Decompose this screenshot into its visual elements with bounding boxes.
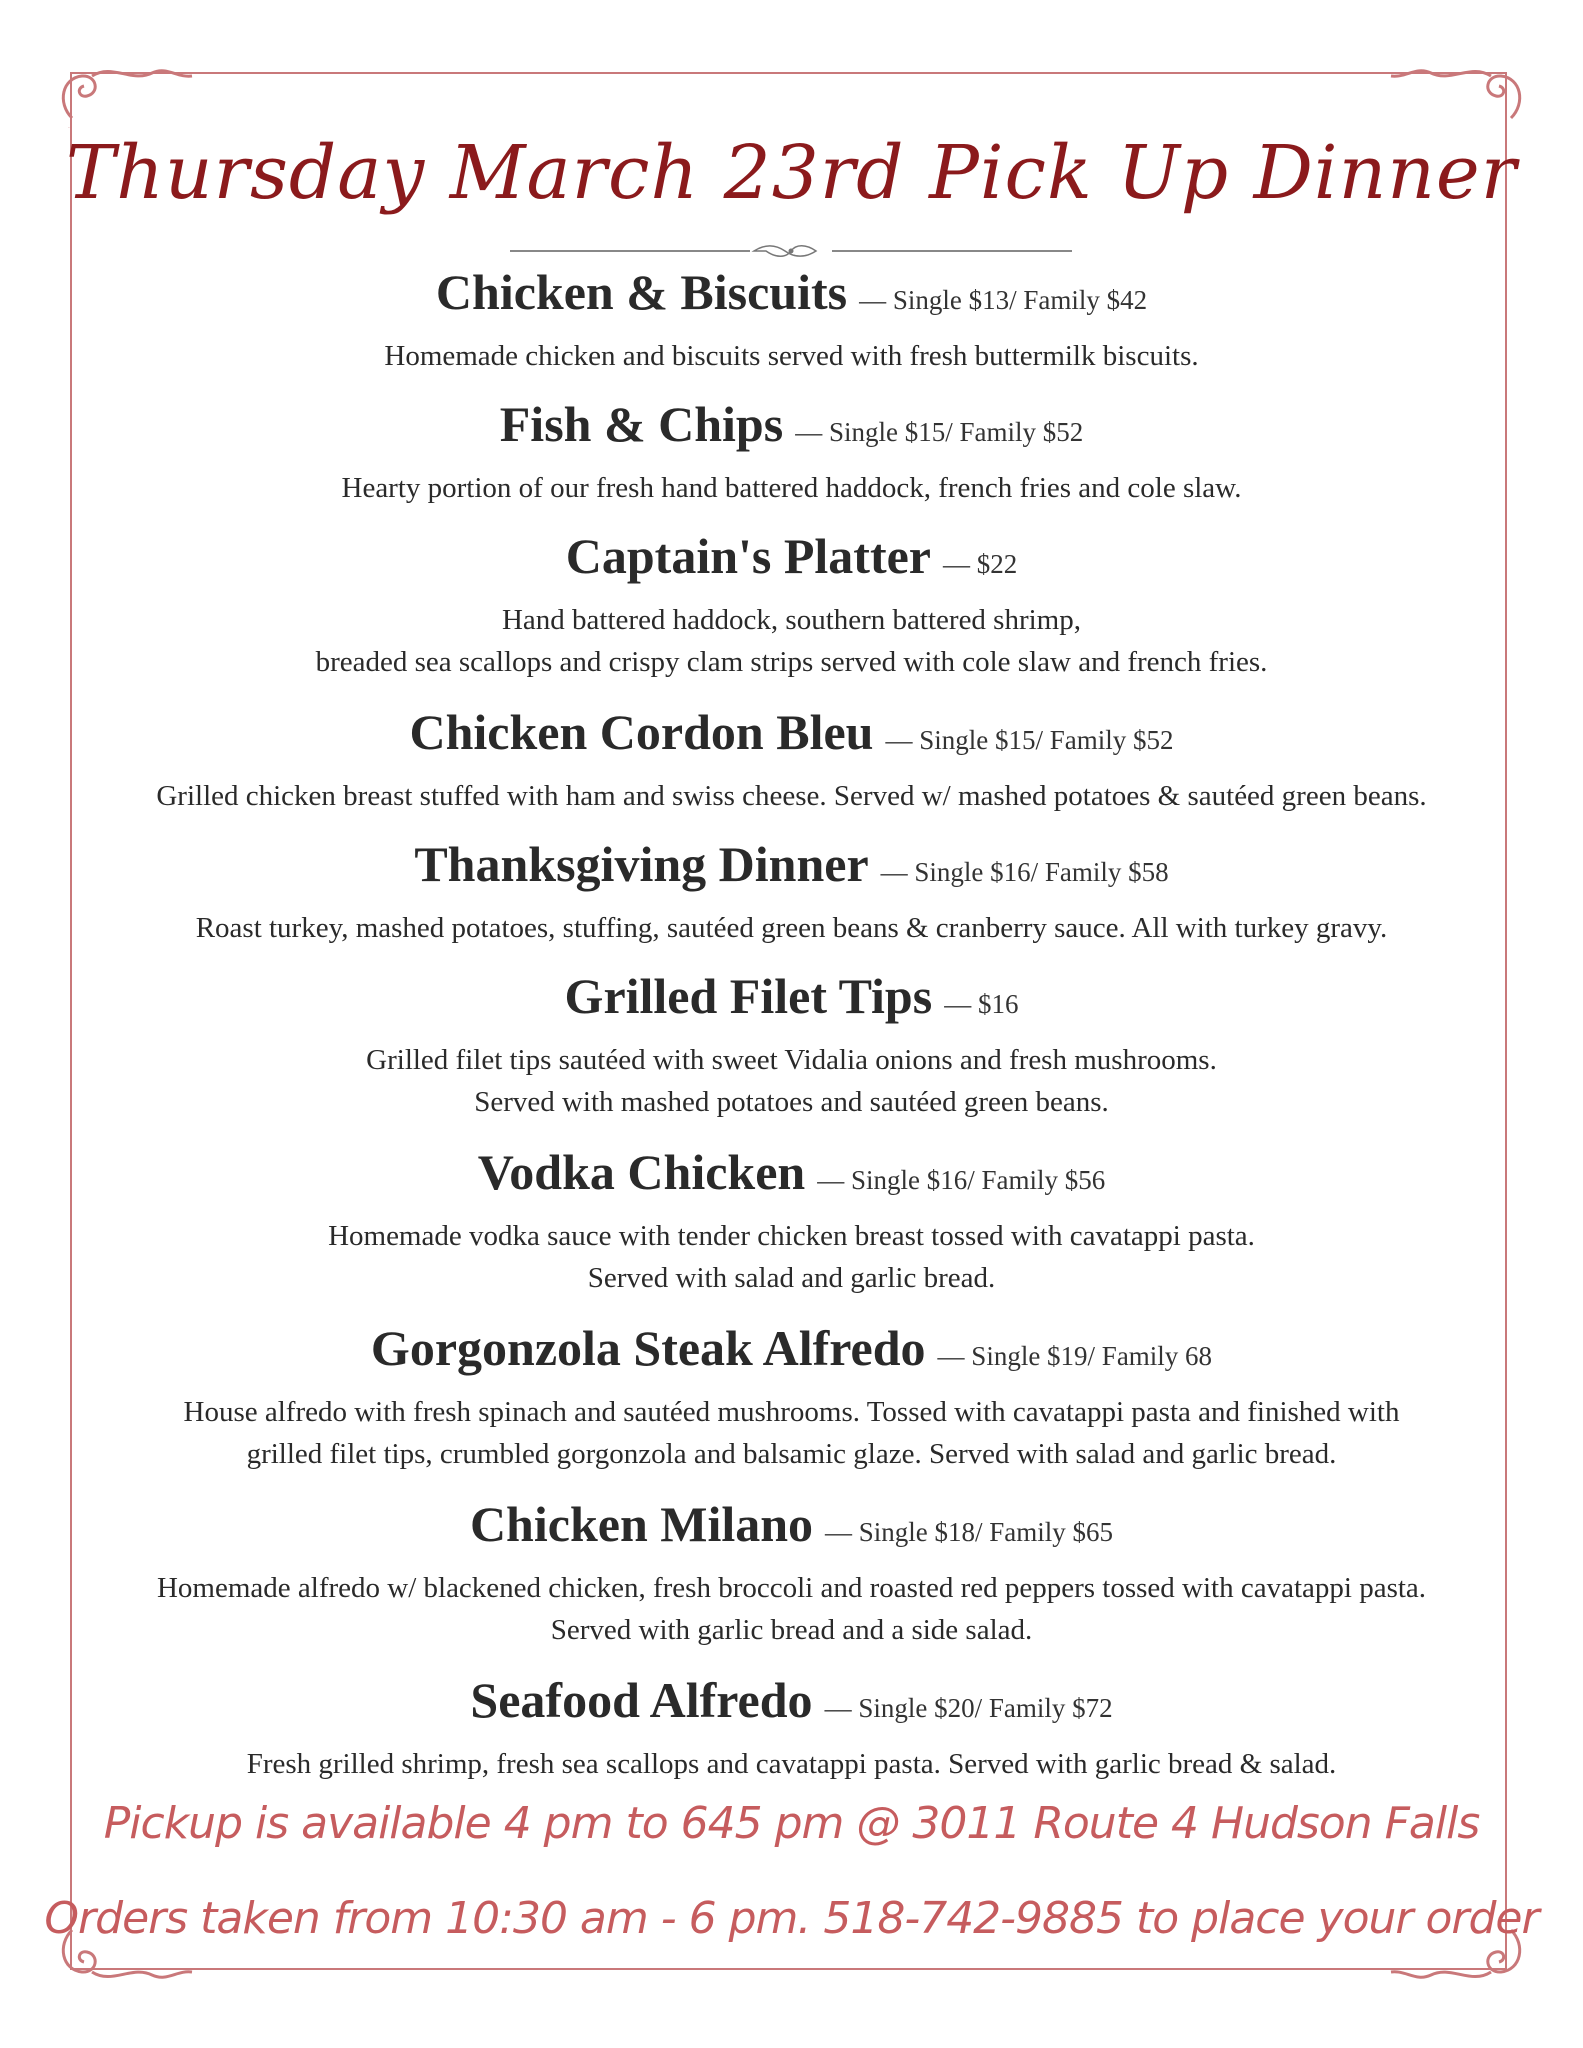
title-divider bbox=[510, 244, 1072, 258]
menu-item-grilled-filet-tips bbox=[70, 966, 1513, 1142]
page-title: Thursday March 23rd Pick Up Dinner bbox=[65, 130, 1518, 216]
menu-item-seafood-alfredo bbox=[70, 1670, 1513, 1802]
item-price: — Single $19/ Family 68 bbox=[937, 1341, 1213, 1371]
menu-item-gorgonzola-steak-alfredo bbox=[70, 1318, 1513, 1494]
item-name: Chicken Milano bbox=[469, 1496, 814, 1552]
corner-flourish-top-left bbox=[52, 58, 202, 128]
item-description: Roast turkey, mashed potatoes, stuffing, sautéed green beans & cranberry sauce. All with turkey gravy. bbox=[195, 912, 1388, 944]
item-price: — Single $16/ Family $58 bbox=[880, 857, 1169, 887]
item-description: Homemade chicken and biscuits served with fresh buttermilk biscuits. bbox=[384, 340, 1199, 372]
item-name: Captain's Platter bbox=[565, 528, 931, 584]
item-description: Grilled chicken breast stuffed with ham and swiss cheese. Served w/ mashed potatoes & sautéed green beans. bbox=[156, 780, 1427, 812]
item-description: Hearty portion of our fresh hand battered haddock, french fries and cole slaw. bbox=[341, 472, 1242, 504]
item-name: Seafood Alfredo bbox=[470, 1672, 813, 1728]
item-name: Chicken & Biscuits bbox=[435, 264, 848, 320]
item-description: Hand battered haddock, southern battered shrimp, breaded sea scallops and crispy clam strips served with cole slaw and french fries. bbox=[315, 604, 1268, 678]
item-price: — $22 bbox=[942, 549, 1018, 579]
item-description: House alfredo with fresh spinach and sautéed mushrooms. Tossed with cavatappi pasta and finished with grilled filet tips, crumbled gorgonzola and balsamic glaze. Served with salad and garlic bread. bbox=[183, 1396, 1400, 1470]
item-name: Vodka Chicken bbox=[477, 1144, 806, 1200]
menu-item-fish-chips bbox=[70, 394, 1513, 526]
item-price: — Single $15/ Family $52 bbox=[795, 417, 1084, 447]
menu-item-chicken-milano bbox=[70, 1494, 1513, 1670]
item-description: Homemade alfredo w/ blackened chicken, fresh broccoli and roasted red peppers tossed with cavatappi pasta. Served with garlic bread and a side salad. bbox=[156, 1572, 1427, 1646]
item-name: Fish & Chips bbox=[499, 396, 784, 452]
menu-item-thanksgiving-dinner bbox=[70, 834, 1513, 966]
item-price: — Single $20/ Family $72 bbox=[824, 1693, 1113, 1723]
menu-list bbox=[70, 262, 1513, 1802]
menu-item-chicken-biscuits bbox=[70, 262, 1513, 394]
item-price: — Single $15/ Family $52 bbox=[885, 725, 1174, 755]
pickup-info: Pickup is available 4 pm to 645 pm @ 3011 Route 4 Hudson Falls bbox=[103, 1798, 1480, 1849]
menu-item-vodka-chicken bbox=[70, 1142, 1513, 1318]
item-price: — Single $13/ Family $42 bbox=[859, 285, 1148, 315]
item-description: Grilled filet tips sautéed with sweet Vidalia onions and fresh mushrooms. Served with mashed potatoes and sautéed green beans. bbox=[366, 1044, 1217, 1118]
item-name: Chicken Cordon Bleu bbox=[409, 704, 874, 760]
item-price: — Single $16/ Family $56 bbox=[817, 1165, 1106, 1195]
order-info: Orders taken from 10:30 am - 6 pm. 518-742-9885 to place your order bbox=[44, 1893, 1539, 1944]
item-description: Homemade vodka sauce with tender chicken breast tossed with cavatappi pasta. Served with salad and garlic bread. bbox=[328, 1220, 1255, 1294]
item-description: Fresh grilled shrimp, fresh sea scallops and cavatappi pasta. Served with garlic bread & salad. bbox=[246, 1748, 1337, 1780]
item-name: Gorgonzola Steak Alfredo bbox=[370, 1320, 926, 1376]
menu-item-chicken-cordon-bleu bbox=[70, 702, 1513, 834]
item-price: — Single $18/ Family $65 bbox=[825, 1517, 1114, 1547]
item-price: — $16 bbox=[944, 989, 1019, 1019]
corner-flourish-top-right bbox=[1381, 58, 1531, 128]
menu-item-captains-platter bbox=[70, 526, 1513, 702]
item-name: Grilled Filet Tips bbox=[564, 968, 933, 1024]
item-name: Thanksgiving Dinner bbox=[414, 836, 869, 892]
